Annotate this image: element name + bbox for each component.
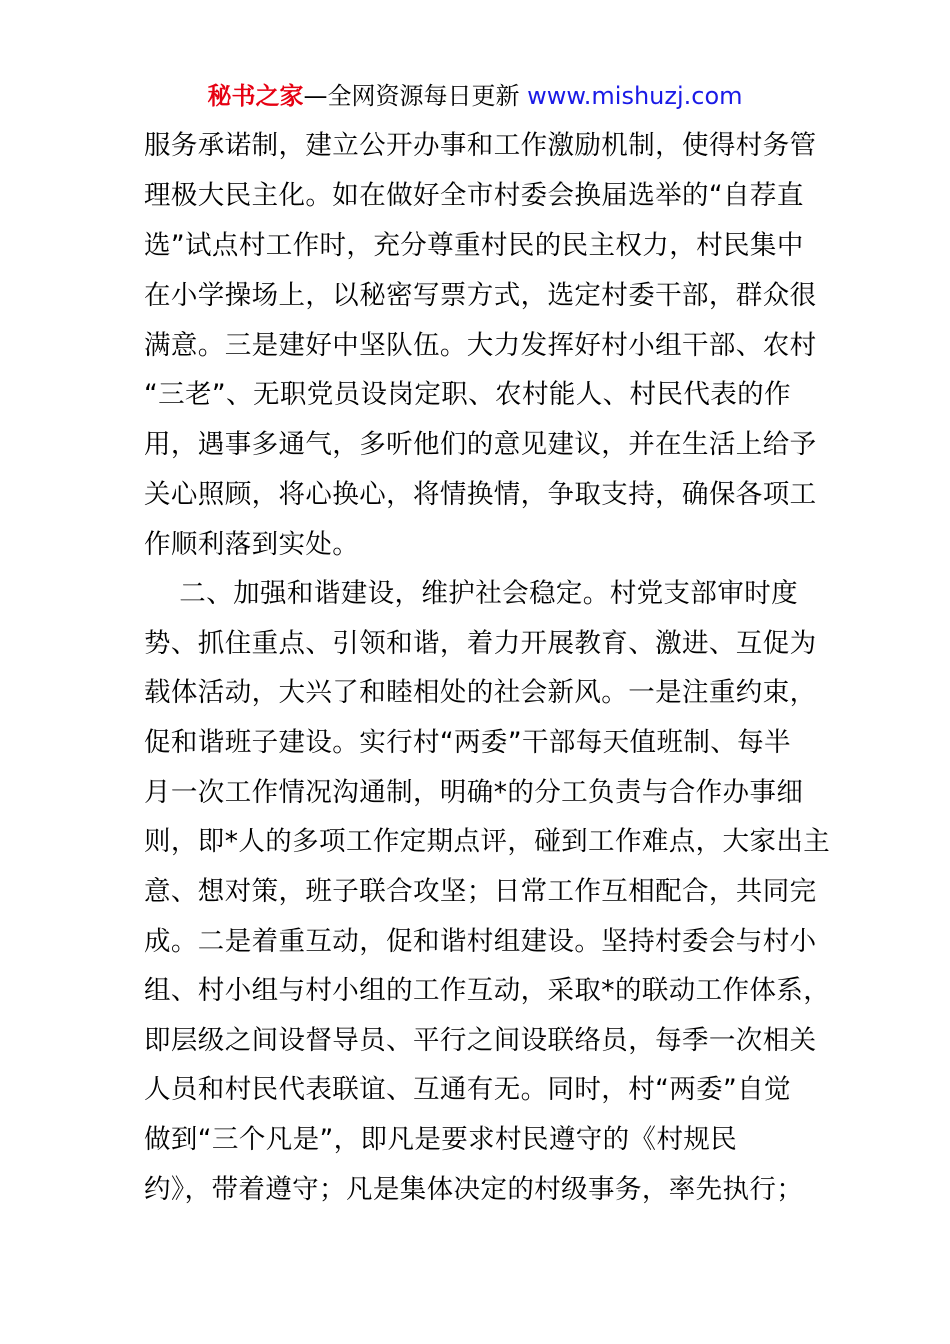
body-line: 意、想对策，班子联合攻坚；日常工作互相配合，共同完 [144, 876, 817, 907]
body-line: 成。二是着重互动，促和谐村组建设。坚持村委会与村小 [144, 926, 817, 957]
body-line: 做到“三个凡是”，即凡是要求村民遵守的《村规民 [144, 1124, 738, 1155]
body-line: 理极大民主化。如在做好全市村委会换届选举的“自荐直 [144, 180, 804, 211]
brand-name: 秘书之家 [207, 82, 304, 110]
body-line: 月一次工作情况沟通制，明确*的分工负责与合作办事细 [144, 777, 804, 808]
body-line: 即层级之间设督导员、平行之间设联络员，每季一次相关 [144, 1025, 817, 1056]
body-line: 选”试点村工作时，充分尊重村民的民主权力，村民集中 [144, 230, 804, 261]
header-tagline: —全网资源每日更新 [303, 82, 528, 110]
body-line: 载体活动，大兴了和睦相处的社会新风。一是注重约束， [144, 677, 817, 708]
body-line: 则，即*人的多项工作定期点评，碰到工作难点，大家出主 [144, 826, 831, 857]
body-line: 用，遇事多通气，多听他们的意见建议，并在生活上给予 [144, 429, 817, 460]
page-header [0, 82, 950, 110]
body-line: 关心照顾，将心换心，将情换情，争取支持，确保各项工 [144, 479, 817, 510]
body-line: “三老”、无职党员设岗定职、农村能人、村民代表的作 [144, 379, 791, 410]
body-line: 人员和村民代表联谊、互通有无。同时，村“两委”自觉 [144, 1074, 791, 1105]
body-line: 服务承诺制，建立公开办事和工作激励机制，使得村务管 [144, 130, 817, 161]
body-line: 促和谐班子建设。实行村“两委”干部每天值班制、每半 [144, 727, 791, 758]
body-line: 组、村小组与村小组的工作互动，采取*的联动工作体系， [144, 975, 831, 1006]
header-url[interactable]: www.mishuzj.com [527, 82, 743, 110]
body-line: 满意。三是建好中坚队伍。大力发挥好村小组干部、农村 [144, 330, 817, 361]
body-line: 约》，带着遵守；凡是集体决定的村级事务，率先执行； [144, 1174, 804, 1205]
body-line: 在小学操场上，以秘密写票方式，选定村委干部，群众很 [144, 280, 817, 311]
body-line: 二、加强和谐建设，维护社会稳定。村党支部审时度 [144, 578, 798, 609]
body-line: 作顺利落到实处。 [144, 529, 360, 560]
body-line: 势、抓住重点、引领和谐，着力开展教育、激进、互促为 [144, 628, 817, 659]
